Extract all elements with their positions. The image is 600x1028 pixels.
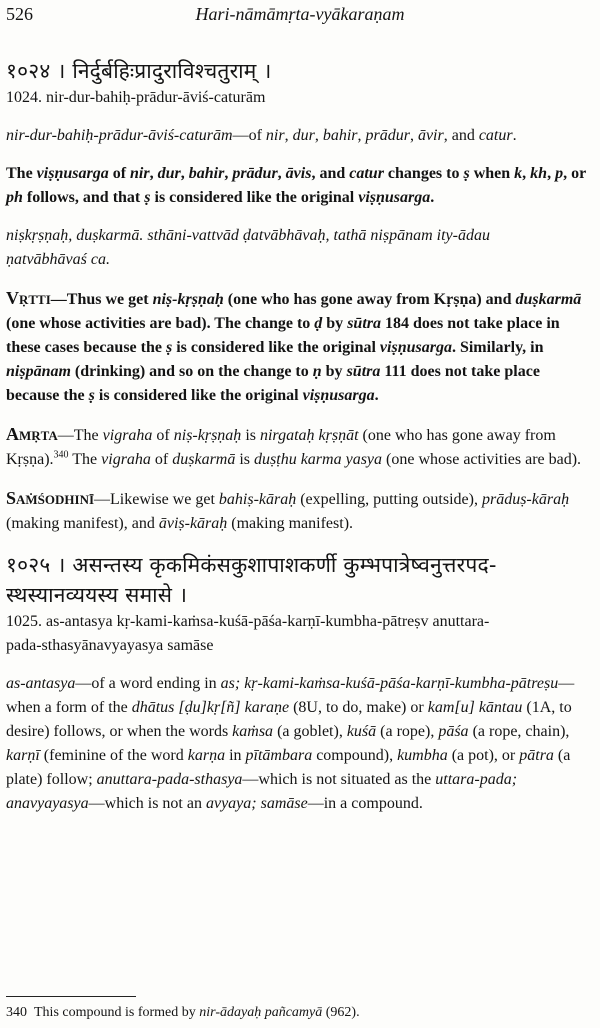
footnote-divider [6,996,136,997]
running-title: Hari-nāmāmṛta-vyākaraṇam [195,4,405,24]
footnote-ref: 340 [53,449,69,461]
page-header [0,2,600,26]
amrta-label: Amṛta [6,424,58,444]
sutra-1025-gloss: as-antasya—of a word ending in as; kṛ-kami-kaṁsa-kuśā-pāśa-karṇī-kumbha-pātreṣu—when a form of the dhātus [ḍu]kṛ[ñ] karaṇe (8U, to do, make) or kam[u] kāntau (1A, to desire) follows, or when the words kaṁsa (a goblet), kuśā (a rope), pāśa (a rope, chain), karṇī (feminine of the word karṇa in pītāmbara compound), kumbha (a pot), or pātra (a plate) follow; anuttara-pada-sthasya—which is not situated as the uttara-pada; anavyayasya—which is not an avyaya; samāse—in a compound. [6,675,575,812]
sutra-1024-gloss: nir-dur-bahiḥ-prādur-āviś-caturām—of nir, dur, bahir, prādur, āvir, and catur. [6,127,517,144]
sutra-1024-devanagari: १०२४ । निर्दुर्बहिःप्रादुराविश्चतुराम् । [6,59,272,83]
footnote-number: 340 [6,1005,27,1020]
sutra-1025-devanagari: १०२५ । असन्तस्य कृकमिकंसकुशापाशकर्णी कुम्भपात्रेष्वनुत्तरपद- स्थस्यानव्ययस्य समासे । [6,553,497,607]
samsodhini-commentary: Saṁśodhinī—Likewise we get bahiṣ-kāraḥ (expelling, putting outside), prāduṣ-kāraḥ (making manifest), and āviṣ-kāraḥ (making manifest). [6,488,570,532]
sutra-1024-roman: 1024. nir-dur-bahiḥ-prādur-āviś-caturām [6,89,266,106]
footnote: 340 This compound is formed by nir-ādayaḥ pañcamyā (962). [6,1005,360,1020]
amrta-commentary: Amṛta—The vigraha of niṣ-kṛṣṇaḥ is nirgataḥ kṛṣṇāt (one who has gone away from Kṛṣṇa).$^{340}$ The vigraha of duṣkarmā is duṣṭhu karma yasya (one whose activities are bad). [6,424,582,468]
vrtti-label: Vṛtti [6,288,51,308]
samsodhini-label: Saṁśodhinī [6,488,95,508]
sutra-1024-translation: The viṣṇusarga of nir, dur, bahir, prādur, āvis, and catur changes to ṣ when k, kh, p, or ph follows, and that ṣ is considered like the original viṣṇusarga. [6,165,586,206]
page-number: 526 [6,4,33,24]
page-body [6,56,592,816]
sutra-1025-roman: 1025. as-antasya kṛ-kami-kaṁsa-kuśā-pāśa-karṇī-kumbha-pātreṣv anuttara- pada-sthasyānavyayasya samāse [6,613,490,654]
vrtti-sanskrit: niṣkṛṣṇaḥ, duṣkarmā. sthāni-vattvād ḍatvābhāvaḥ, tathā niṣpānam ity-ādau ṇatvābhāvaś ca. [6,227,490,268]
vrtti-commentary: Vṛtti—Thus we get niṣ-kṛṣṇaḥ (one who has gone away from Kṛṣṇa) and duṣkarmā (one whose activities are bad). The change to ḍ by sūtra 184 does not take place in these cases because the ṣ is considered like the original viṣṇusarga. Similarly, in niṣpānam (drinking) and so on the change to ṇ by sūtra 111 does not take place because the ṣ is considered like the original viṣṇusarga. [6,288,582,404]
